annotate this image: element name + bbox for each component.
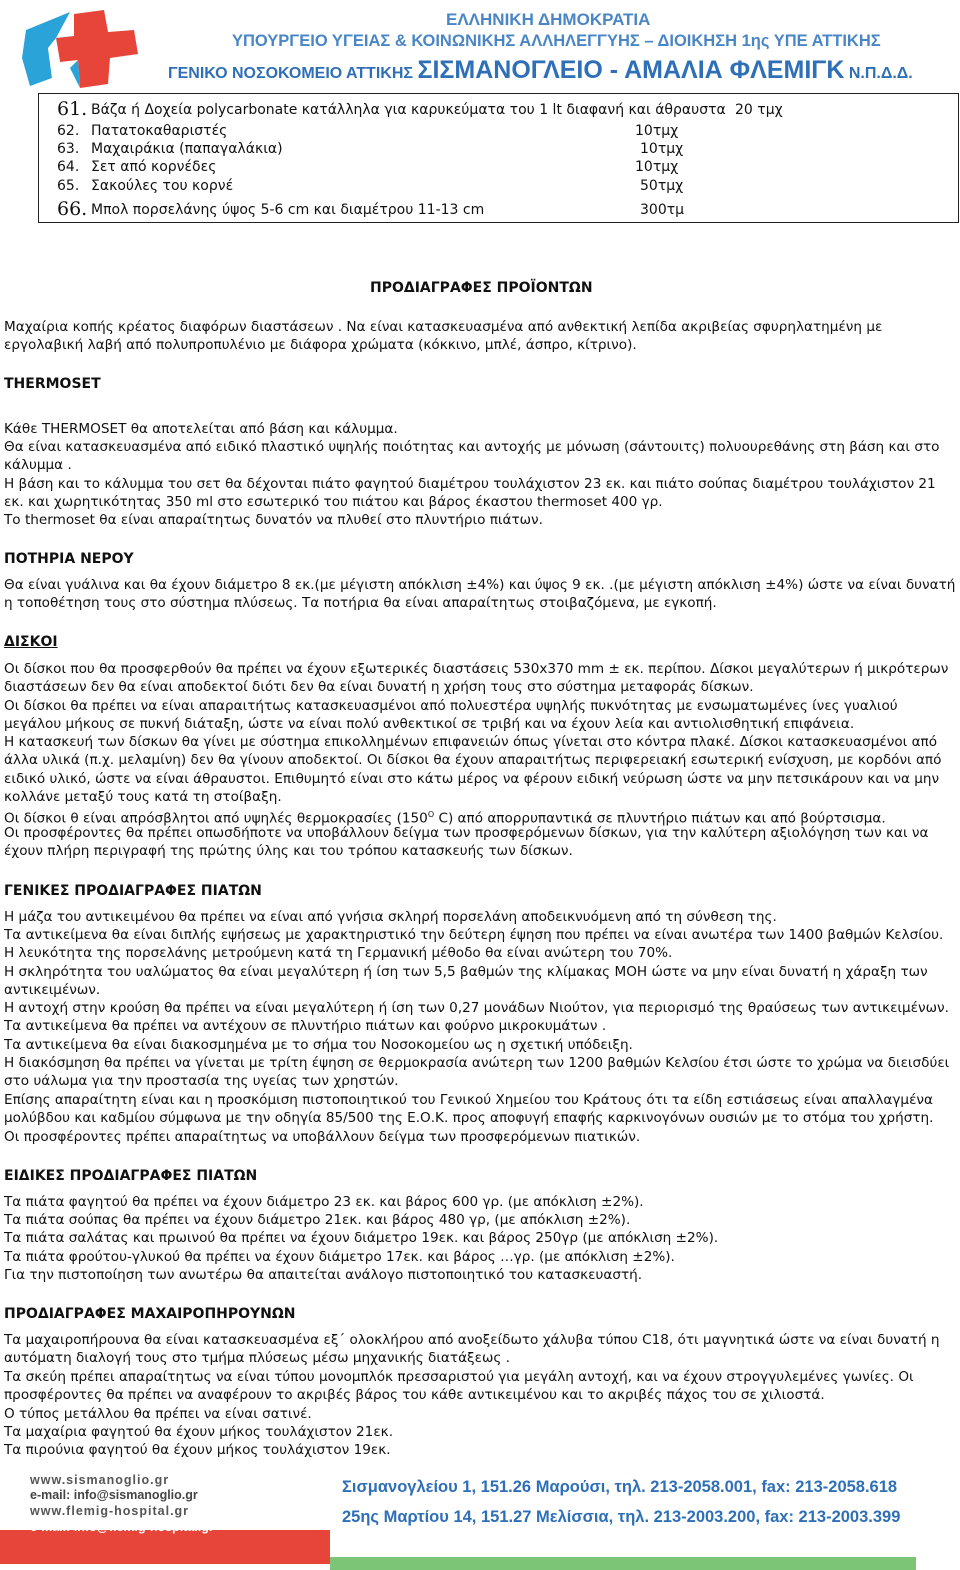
thermoset-paragraph: Το thermoset θα είναι απαραίτητως δυνατόν να πλυθεί στο πλυντήριο πιάτων. <box>4 512 543 528</box>
letterhead-hospital-suffix: Ν.Π.Δ.Δ. <box>844 65 913 82</box>
cutlery-line: Τα μαχαιροπήρουνα θα είναι κατασκευασμένα εξ΄ ολοκλήρου από ανοξείδωτο χάλυβα τύπου C18, ότι μαγνητικά ώστε να είναι δυνατή η αυτόματη διαλογή τους στο τμήμα πλύσεως μέσω μηχανικής διατάξεως . <box>4 1332 940 1367</box>
cutlery-line: Τα σκεύη πρέπει απαραίτητως να είναι τύπου μονομπλόκ πρεσσαριστού για μεγάλη αντοχή, και να έχουν στρογγυλεμένες γωνίες. Οι προσφέροντες θα πρέπει να αναφέρουν το ακριβές βάρος του κάθε αντικειμένου και το ακριβές πάχος του σε χιλιοστά. <box>4 1369 914 1404</box>
footer-website-link[interactable]: www.flemig-hospital.gr <box>30 1504 190 1518</box>
general-plates-line: Οι προσφέροντες πρέπει απαραίτητως να υποβάλλουν δείγμα των προσφερόμενων πιατικών. <box>4 1129 641 1145</box>
special-plates-line: Τα πιάτα φαγητού θα πρέπει να έχουν διάμετρο 23 εκ. και βάρος 600 γρ. (με απόκλιση ±2%). <box>4 1194 644 1210</box>
special-plates-line: Τα πιάτα σούπας θα πρέπει να έχουν διάμετρο 21εκ. και βάρος 480 γρ, (με απόκλιση ±2%). <box>4 1212 631 1228</box>
knives-paragraph: Μαχαίρια κοπής κρέατος διαφόρων διαστάσεων . Να είναι κατασκευασμένα από ανθεκτική λεπίδα ακριβείας σφυρηλατημένη με εργολαβική λαβή από πολυπροπυλένιο με διάφορα χρώματα (κόκκινο, μπλέ, άσπρο, κίτρινο). <box>4 319 883 354</box>
glasses-paragraph: Θα είναι γυάλινα και θα έχουν διάμετρο 8 εκ.(με μέγιστη απόκλιση ±4%) και ύψος 9 εκ. .(με μέγιστη απόκλιση ±4%) ώστε να είναι δυνατή η τοποθέτηση τους στο σύστημα πλύσεως. Τα ποτήρια θα είναι απαραίτητως στοιβαζόμενα, με εγκοπή. <box>4 577 956 612</box>
footer-red-bar <box>0 1530 330 1564</box>
hospital-cross-logo-icon <box>12 8 140 90</box>
footer-website-link[interactable]: www.sismanoglio.gr <box>30 1473 170 1487</box>
trays-heat-text-end: C) από απορρυπαντικά σε πλυντήριο πιάτων και από βούρτσισμα. <box>434 810 886 827</box>
item-quantity: 10τμχ <box>635 159 679 175</box>
glasses-heading: ΠΟΤΗΡΙΑ ΝΕΡΟΥ <box>4 551 134 567</box>
letterhead <box>0 0 960 92</box>
trays-paragraph: Οι προσφέροντες θα πρέπει οπωσδήποτε να υποβάλλουν δείγμα των προσφερόμενων δίσκων, για την καλύτερη αξιολόγηση των και να έχουν πλήρη περιγραφή της πρώτης ύλης και του τρόπου κατασκευής των δίσκων. <box>4 825 929 860</box>
items-table <box>38 93 959 223</box>
cutlery-line: Τα πιρούνια φαγητού θα έχουν μήκος τουλάχιστον 19εκ. <box>4 1442 391 1458</box>
trays-paragraph: Οι δίσκοι θα πρέπει να είναι απαραιτήτως κατασκευασμένοι από πολυεστέρα υψηλής πυκνότητας με ενσωματωμένες ίνες γυαλιού μεγάλου μήκους σε πυκνή διάταξη, ώστε να είναι πολύ ανθεκτικοί σε τριβή και να έχουν λεία και αντιολισθητική επιφάνεια. <box>4 698 898 733</box>
item-quantity: 10τμχ <box>635 123 679 139</box>
letterhead-ministry: ΥΠΟΥΡΓΕΙΟ ΥΓΕΙΑΣ & ΚΟΙΝΩΝΙΚΗΣ ΑΛΛΗΛΕΓΓΥΗΣ – ΔΙΟΙΚΗΣΗ 1ης ΥΠΕ ΑΤΤΙΚΗΣ <box>232 32 881 50</box>
general-plates-heading: ΓΕΝΙΚΕΣ ΠΡΟΔΙΑΓΡΑΦΕΣ ΠΙΑΤΩΝ <box>4 883 262 899</box>
footer-email[interactable]: e-mail: info@flemig-hospital.gr <box>30 1520 214 1534</box>
item-description: Μαχαιράκια (παπαγαλάκια) <box>91 141 283 157</box>
item-quantity: 20 τμχ <box>735 102 783 118</box>
special-plates-line: Τα πιάτα φρούτου-γλυκού θα πρέπει να έχουν διάμετρο 17εκ. και βάρος …γρ. (με απόκλιση ±2%). <box>4 1249 675 1265</box>
item-number: 63. <box>57 141 80 157</box>
item-quantity: 10τμχ <box>640 141 684 157</box>
general-plates-line: Η αντοχή στην κρούση θα πρέπει να είναι μεγαλύτερη ή ίση των 0,27 μονάδων Νιούτον, για περιορισμό της θραύσεως των αντικειμένων. <box>4 1000 949 1016</box>
general-plates-line: Η μάζα του αντικειμένου θα πρέπει να είναι από γνήσια σκληρή πορσελάνη αποδεικνυόμενη από τη σύνθεση της. <box>4 909 777 925</box>
item-description: Μπολ πορσελάνης ύψος 5-6 cm και διαμέτρου 11-13 cm <box>91 202 485 218</box>
item-description: Πατατοκαθαριστές <box>91 123 228 139</box>
trays-heading-text: ΔΙΣΚΟΙ <box>4 634 58 650</box>
item-description: Σετ από κορνέδες <box>91 159 217 175</box>
general-plates-line: Η σκληρότητα του υαλώματος θα είναι μεγαλύτερη ή ίση των 5,5 βαθμών της κλίμακας ΜΟΗ ώστε να μην είναι δυνατή η χάραξη των αντικειμένων. <box>4 964 928 999</box>
footer-address: 25ης Μαρτίου 14, 151.27 Μελίσσια, τηλ. 213-2003.200, fax: 213-2003.399 <box>342 1508 901 1526</box>
special-plates-line: Τα πιάτα σαλάτας και πρωινού θα πρέπει να έχουν διάμετρο 19εκ. και βάρος 250γρ (με απόκλιση ±2%). <box>4 1230 719 1246</box>
general-plates-line: Τα αντικείμενα θα είναι διακοσμημένα με το σήμα του Νοσοκομείου ως η σχετική υπόδειξη. <box>4 1037 633 1053</box>
general-plates-line: Η διακόσμηση θα πρέπει να γίνεται με τρίτη έψηση σε θερμοκρασία ανώτερη των 1200 βαθμών Κελσίου έτσι ώστε το χρώμα να διεισδύει στο υάλωμα για την προστασία της υγείας των χρηστών. <box>4 1055 950 1090</box>
item-description: Βάζα ή Δοχεία polycarbonate κατάλληλα για καρυκεύματα του 1 lt διαφανή και άθραυστα <box>91 102 726 118</box>
cutlery-heading: ΠΡΟΔΙΑΓΡΑΦΕΣ ΜΑΧΑΙΡΟΠΗΡΟΥΝΩΝ <box>4 1306 296 1322</box>
item-number: 61. <box>57 98 88 120</box>
trays-heat-text: Οι δίσκοι θ είναι απρόσβλητοι από υψηλές θερμοκρασίες (150 <box>4 810 428 827</box>
thermoset-paragraph: Η βάση και το κάλυμμα του σετ θα δέχονται πιάτο φαγητού διαμέτρου τουλάχιστον 23 εκ. και πιάτο σούπας διαμέτρου τουλάχιστον 21 εκ. και χωρητικότητας 350 ml στο εσωτερικό του πιάτου και βάρος έκαστου thermoset 400 γρ. <box>4 476 936 511</box>
letterhead-hospital <box>168 56 913 85</box>
letterhead-republic: ΕΛΛΗΝΙΚΗ ΔΗΜΟΚΡΑΤΙΑ <box>446 10 651 29</box>
cutlery-line: Τα μαχαίρια φαγητού θα έχουν μήκος τουλάχιστον 21εκ. <box>4 1424 394 1440</box>
degree-mark: O <box>427 810 435 819</box>
item-description: Σακούλες του κορνέ <box>91 178 234 194</box>
general-plates-line: Επίσης απαραίτητη είναι και η προσκόμιση πιστοποιητικού του Γενικού Χημείου του Κράτους ότι τα είδη εστιάσεως είναι απαλλαγμένα μολύβδου και καδμίου σύμφωνα με την οδηγία 85/500 της Ε.Ο.Κ. προς αποφυγή επαφής καρκινογόνων ουσιών με το στόμα του χρήστη. <box>4 1092 934 1127</box>
footer-email[interactable]: e-mail: info@sismanoglio.gr <box>30 1488 198 1502</box>
thermoset-paragraph: Θα είναι κατασκευασμένα από ειδικό πλαστικό υψηλής ποιότητας και αντοχής με μόνωση (σάντουιτς) πολυουρεθάνης στη βάση και στο κάλυμμα . <box>4 439 940 474</box>
trays-paragraph: Η κατασκευή των δίσκων θα γίνει με σύστημα επικολλημένων επιφανειών όπως γίνεται στο κόντρα πλακέ. Δίσκοι κατασκευασμένοι από άλλα υλικά (π.χ. μελαμίνη) δεν θα γίνουν αποδεκτοί. Οι δίσκοι θα έχουν απαραιτήτως περιφερειακή εσωτερική ενίσχυση, με κορδόνι από ειδικό υλικό, ώστε να είναι άθραυστοι. Επιθυμητό είναι στο κάτω μέρος να φέρουν ειδική νεύρωση ώστε να μην πετσικάρουν και να μην κολλάνε μεταξύ τους κατά τη στοίβαξη. <box>4 734 942 806</box>
thermoset-paragraph: Κάθε THERMOSET θα αποτελείται από βάση και κάλυμμα. <box>4 421 398 437</box>
footer-green-bar <box>330 1557 916 1570</box>
item-number: 65. <box>57 178 80 194</box>
general-plates-line: Τα αντικείμενα θα είναι διπλής εψήσεως με χαρακτηριστικό την δεύτερη έψηση που πρέπει να είναι ανωτέρα των 1400 βαθμών Κελσίου. <box>4 927 944 943</box>
item-quantity: 300τμ <box>640 202 685 218</box>
footer-address: Σισμανογλείου 1, 151.26 Μαρούσι, τηλ. 213-2058.001, fax: 213-2058.618 <box>342 1478 898 1496</box>
item-number: 64. <box>57 159 80 175</box>
letterhead-footer <box>0 1468 960 1570</box>
letterhead-hospital-prefix: ΓΕΝΙΚΟ ΝΟΣΟΚΟΜΕΙΟ ΑΤΤΙΚΗΣ <box>168 65 418 82</box>
general-plates-line: Η λευκότητα της πορσελάνης μετρούμενη κατά τη Γερμανική μέθοδο θα είναι ανώτερη του 70%. <box>4 945 673 961</box>
trays-heading <box>4 634 58 650</box>
special-plates-heading: ΕΙΔΙΚΕΣ ΠΡΟΔΙΑΓΡΑΦΕΣ ΠΙΑΤΩΝ <box>4 1168 258 1184</box>
item-quantity: 50τμχ <box>640 178 684 194</box>
item-number: 66. <box>57 198 88 220</box>
item-number: 62. <box>57 123 80 139</box>
page-title: ΠΡΟΔΙΑΓΡΑΦΕΣ ΠΡΟΪΟΝΤΩΝ <box>370 280 593 296</box>
thermoset-heading: THERMOSET <box>4 376 101 392</box>
letterhead-hospital-name: ΣΙΣΜΑΝΟΓΛΕΙΟ - ΑΜΑΛΙΑ ΦΛΕΜΙΓΚ <box>417 56 845 84</box>
general-plates-line: Τα αντικείμενα θα πρέπει να αντέχουν σε πλυντήριο πιάτων και φούρνο μικροκυμάτων . <box>4 1018 607 1034</box>
trays-paragraph: Οι δίσκοι που θα προσφερθούν θα πρέπει να έχουν εξωτερικές διαστάσεις 530x370 mm ± εκ. περίπου. Δίσκοι μεγαλύτερων ή μικρότερων διαστάσεων δεν θα είναι αποδεκτοί διότι δεν θα είναι δυνατή η χρήση τους στο σύστημα μεταφοράς δίσκων. <box>4 661 949 696</box>
cutlery-line: Ο τύπος μετάλλου θα πρέπει να είναι σατινέ. <box>4 1406 312 1422</box>
special-plates-line: Για την πιστοποίηση των ανωτέρω θα απαιτείται ανάλογο πιστοποιητικό του κατασκευαστή. <box>4 1267 643 1283</box>
